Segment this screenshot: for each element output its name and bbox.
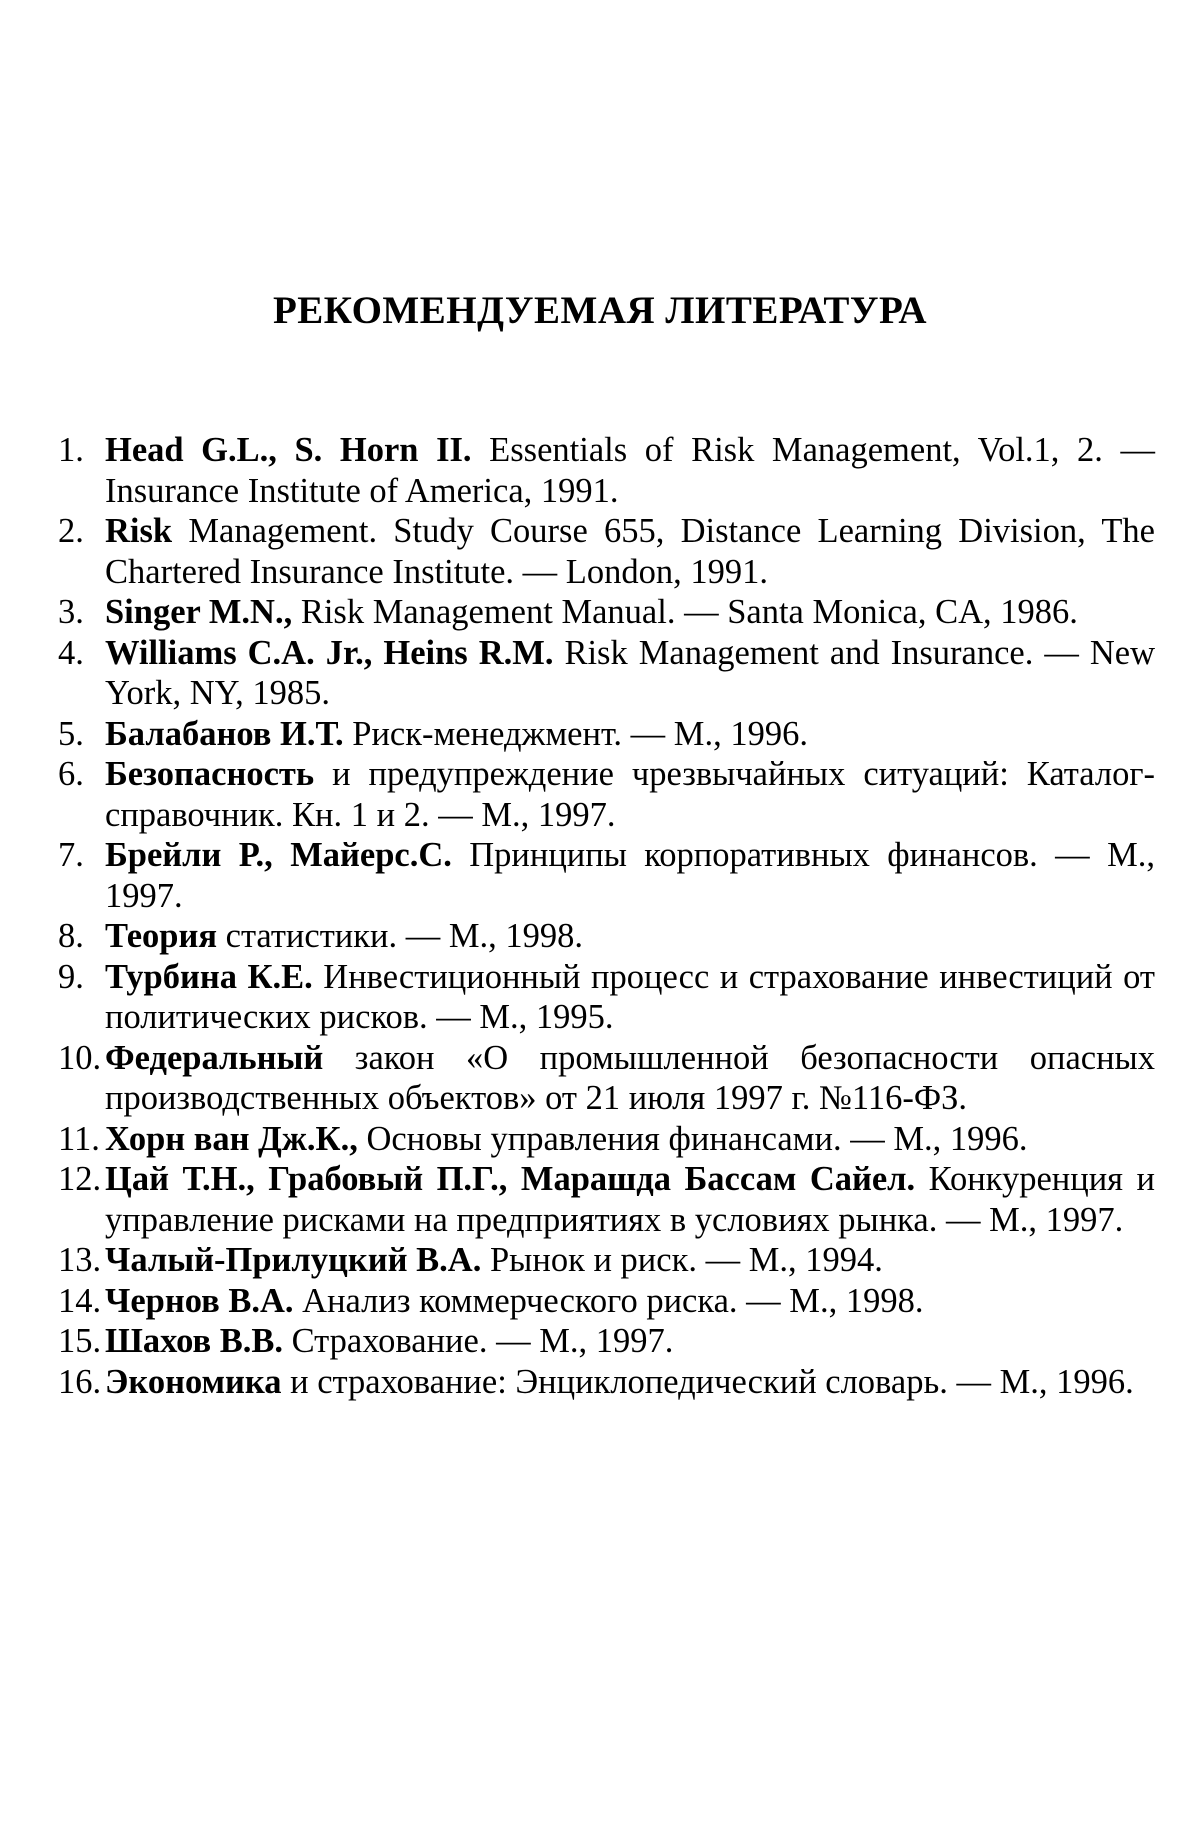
reference-number: 8. — [58, 917, 84, 955]
reference-number: 9. — [58, 957, 84, 996]
reference-item — [58, 633, 1155, 714]
reference-number: 1. — [58, 431, 84, 469]
reference-author: Безопасность — [105, 755, 315, 793]
reference-number: 15. — [58, 1322, 102, 1360]
reference-author: Singer M.N., — [105, 593, 293, 631]
reference-number: 13. — [58, 1241, 102, 1279]
reference-text: закон «О промышленной безопасности опасных производственных объектов» от 21 июля 1997 г. №116-ФЗ. — [105, 1038, 1155, 1117]
reference-text: Основы управления финансами. — М., 1996. — [357, 1119, 1028, 1158]
reference-author: Цай Т.Н., Грабовый П.Г., Марашда Бассам Сайел. — [105, 1160, 916, 1198]
reference-number: 6. — [58, 755, 84, 793]
reference-body — [105, 714, 1155, 755]
reference-text: Риск-менеджмент. — М., 1996. — [343, 714, 808, 753]
reference-body — [105, 1159, 1155, 1240]
reference-text: Essentials of Risk Management, Vol.1, 2. — Insurance Institute of America, 1991. — [105, 431, 1155, 510]
reference-text: Инвестиционный процесс и страхование инвестиций от политических рисков. — М., 1995. — [105, 957, 1155, 1036]
reference-body — [105, 1038, 1155, 1119]
reference-item — [58, 592, 1155, 633]
reference-author: Хорн ван Дж.К., — [105, 1119, 358, 1158]
reference-item — [58, 957, 1155, 1038]
reference-item — [58, 1159, 1155, 1240]
reference-author: Федеральный — [105, 1038, 324, 1077]
reference-number: 5. — [58, 714, 84, 753]
reference-author: Шахов В.В. — [105, 1322, 283, 1360]
page-title: РЕКОМЕНДУЕМАЯ ЛИТЕРАТУРА — [272, 289, 928, 332]
reference-author: Чернов В.А. — [105, 1281, 294, 1320]
reference-text: Конкуренция и управление рисками на предприятиях в условиях рынка. — М., 1997. — [105, 1160, 1155, 1239]
reference-item — [58, 511, 1155, 592]
reference-body — [105, 957, 1155, 1038]
reference-body — [105, 633, 1155, 714]
reference-text: Анализ коммерческого риска. — М., 1998. — [293, 1281, 924, 1320]
reference-body — [105, 1281, 1155, 1322]
reference-text: Рынок и риск. — М., 1994. — [481, 1241, 883, 1279]
reference-number: 11. — [58, 1119, 100, 1158]
reference-text: и предупреждение чрезвычайных ситуаций: Каталог-справочник. Кн. 1 и 2. — М., 1997. — [105, 755, 1155, 834]
reference-item — [58, 916, 1155, 957]
reference-body — [105, 916, 1155, 957]
reference-number: 10. — [58, 1038, 102, 1077]
reference-item — [58, 714, 1155, 755]
reference-author: Head G.L., S. Horn II. — [105, 431, 472, 469]
reference-text: Risk Management Manual. — Santa Monica, CA, 1986. — [292, 593, 1078, 631]
reference-item — [58, 1362, 1155, 1403]
reference-number: 16. — [58, 1362, 102, 1401]
reference-item — [58, 1321, 1155, 1362]
reference-body — [105, 592, 1155, 633]
reference-author: Балабанов И.Т. — [105, 714, 344, 753]
reference-body — [105, 1321, 1155, 1362]
reference-item — [58, 1038, 1155, 1119]
reference-body — [105, 754, 1155, 835]
reference-item — [58, 1119, 1155, 1160]
reference-author: Risk — [105, 512, 173, 550]
reference-number: 2. — [58, 512, 84, 550]
reference-author: Чалый-Прилуцкий В.А. — [105, 1241, 482, 1279]
reference-body — [105, 1119, 1155, 1160]
reference-number: 7. — [58, 836, 84, 874]
reference-item — [58, 754, 1155, 835]
reference-body — [105, 511, 1155, 592]
reference-body — [105, 1362, 1155, 1403]
reference-number: 3. — [58, 593, 84, 631]
reference-item — [58, 430, 1155, 511]
reference-item — [58, 835, 1155, 916]
reference-item — [58, 1240, 1155, 1281]
reference-author: Williams C.A. Jr., Heins R.M. — [105, 633, 554, 672]
reference-author: Экономика — [105, 1362, 282, 1401]
reference-number: 14. — [58, 1281, 102, 1320]
reference-author: Турбина К.Е. — [105, 957, 313, 996]
reference-text: Risk Management and Insurance. — New York, NY, 1985. — [105, 633, 1156, 712]
reference-body — [105, 835, 1155, 916]
reference-author: Теория — [105, 917, 217, 955]
reference-text: Management. Study Course 655, Distance Learning Division, The Chartered Insurance Institute. — London, 1991. — [105, 512, 1155, 591]
reference-text: Принципы корпоративных финансов. — М., 1997. — [105, 836, 1155, 915]
reference-body — [105, 430, 1155, 511]
reference-text: Страхование. — М., 1997. — [283, 1322, 674, 1360]
reference-number: 4. — [58, 633, 84, 672]
reference-author: Брейли Р., Майерс.С. — [105, 836, 452, 874]
reference-item — [58, 1281, 1155, 1322]
reference-body — [105, 1240, 1155, 1281]
reference-number: 12. — [58, 1160, 102, 1198]
reference-text: статистики. — М., 1998. — [217, 917, 584, 955]
reference-text: и страхование: Энциклопедический словарь. — М., 1996. — [281, 1362, 1134, 1401]
reference-list — [58, 430, 1155, 1402]
